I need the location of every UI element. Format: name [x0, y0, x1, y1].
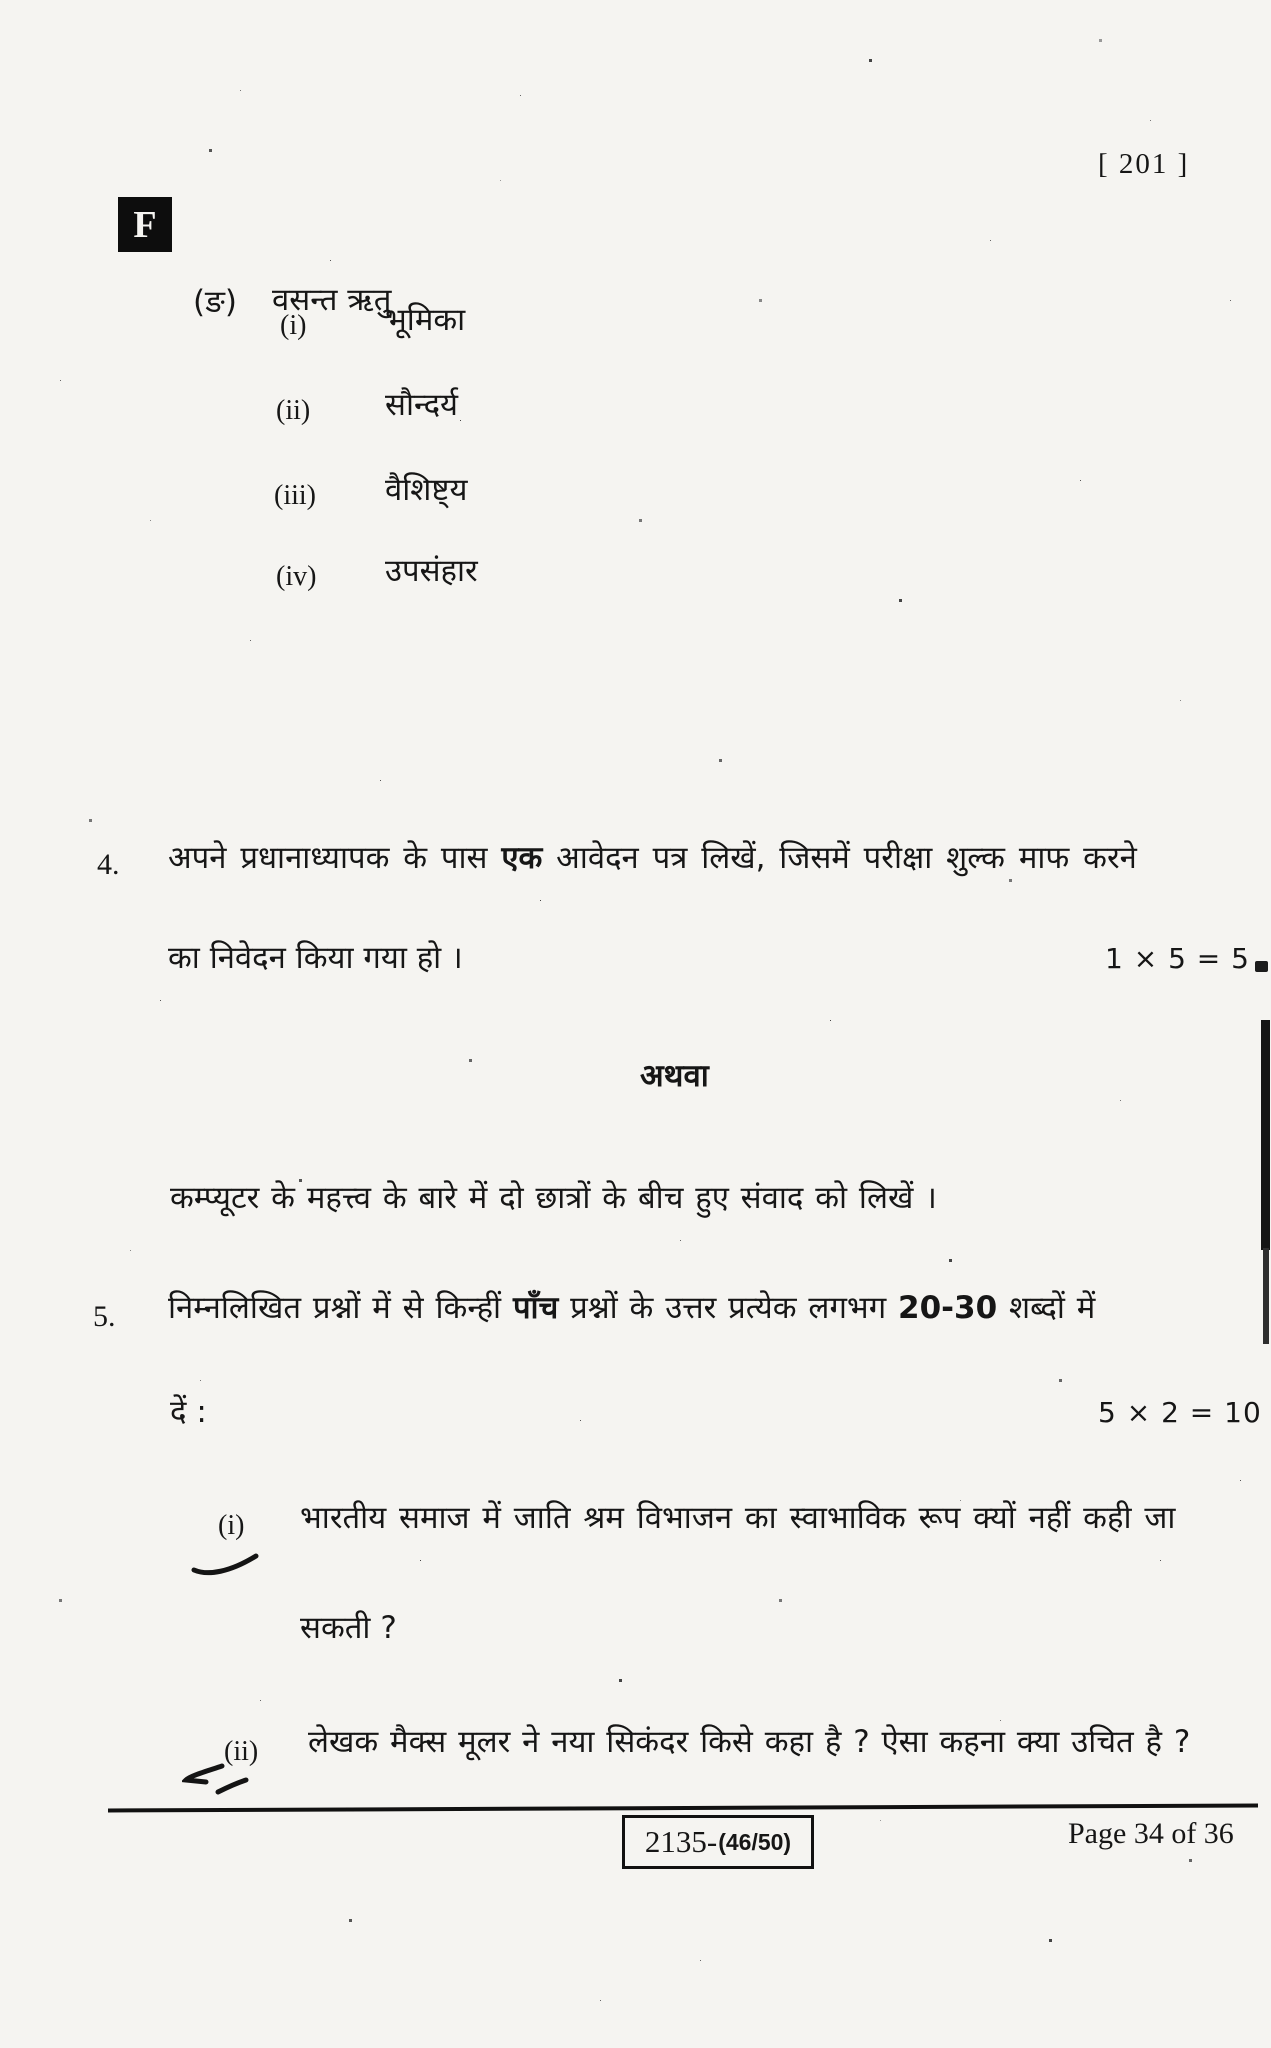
page-reference-number: [ 201 ]	[1098, 148, 1190, 180]
question-5-text-a: निम्नलिखित प्रश्नों में से किन्हीं	[168, 1290, 513, 1326]
question-5-text-c: शब्दों में	[997, 1290, 1096, 1326]
scan-edge-artifact	[1261, 1020, 1270, 1250]
subquestion-ii-line1: लेखक मैक्स मूलर ने नया सिकंदर किसे कहा है ? ऐसा कहना क्या उचित है ?	[308, 1724, 1191, 1760]
option-i-text: भूमिका	[385, 302, 466, 338]
question-5-line2: दें :	[170, 1394, 207, 1430]
paper-code-sub: (46/50)	[718, 1828, 792, 1855]
series-code-badge: F	[118, 197, 172, 252]
question-4-bold-word: एक	[501, 840, 543, 876]
question-4-text-b: आवेदन पत्र लिखें, जिसमें परीक्षा शुल्क माफ करने	[542, 840, 1137, 876]
question-5-number: 5.	[93, 1300, 116, 1333]
question-4-text-a: अपने प्रधानाध्यापक के पास	[168, 840, 502, 876]
question-5-text-b: प्रश्नों के उत्तर प्रत्येक लगभग	[558, 1290, 899, 1326]
section-e-marker: (ङ)	[193, 284, 237, 320]
question-4-marks: 1 × 5 = 5	[1105, 942, 1250, 975]
handwritten-underline-flourish	[190, 1550, 260, 1576]
footer-rule	[108, 1803, 1258, 1812]
option-iii-text: वैशिष्ट्य	[385, 472, 468, 508]
handwritten-check-flourish	[182, 1762, 262, 1796]
question-4-alternative: कम्प्यूटर के महत्त्व के बारे में दो छात्रों के बीच हुए संवाद को लिखें ।	[170, 1180, 937, 1216]
subquestion-i-line1: भारतीय समाज में जाति श्रम विभाजन का स्वाभाविक रूप क्यों नहीं कही जा	[300, 1500, 1176, 1536]
option-iv-text: उपसंहार	[385, 553, 478, 589]
question-4-number: 4.	[97, 848, 120, 881]
question-5-marks: 5 × 2 = 10	[1098, 1396, 1262, 1429]
question-5-bold-panch: पाँच	[512, 1290, 559, 1326]
option-iv-marker: (iv)	[276, 561, 317, 592]
paper-code-box	[622, 1815, 814, 1869]
subquestion-i-marker: (i)	[218, 1510, 245, 1541]
option-ii-marker: (ii)	[276, 395, 311, 426]
or-divider-label: अथवा	[640, 1058, 709, 1094]
section-e-title: वसन्त ऋतु	[272, 282, 392, 318]
page-number-label: Page 34 of 36	[1068, 1817, 1234, 1850]
scan-ink-blot	[1255, 961, 1268, 972]
option-iii-marker: (iii)	[274, 480, 316, 511]
question-4-line1	[168, 840, 1137, 877]
subquestion-ii-marker: (ii)	[224, 1736, 259, 1767]
paper-code-main: 2135-	[644, 1824, 718, 1859]
option-i-marker: (i)	[280, 310, 307, 341]
option-ii-text: सौन्दर्य	[385, 387, 459, 423]
subquestion-i-line2: सकती ?	[300, 1610, 397, 1646]
question-5-bold-range: 20-30	[898, 1290, 998, 1326]
scan-noise-speckles	[0, 0, 1, 1]
scan-edge-artifact	[1263, 1248, 1269, 1344]
question-4-line2: का निवेदन किया गया हो ।	[168, 940, 463, 976]
question-5-line1	[168, 1290, 1095, 1327]
